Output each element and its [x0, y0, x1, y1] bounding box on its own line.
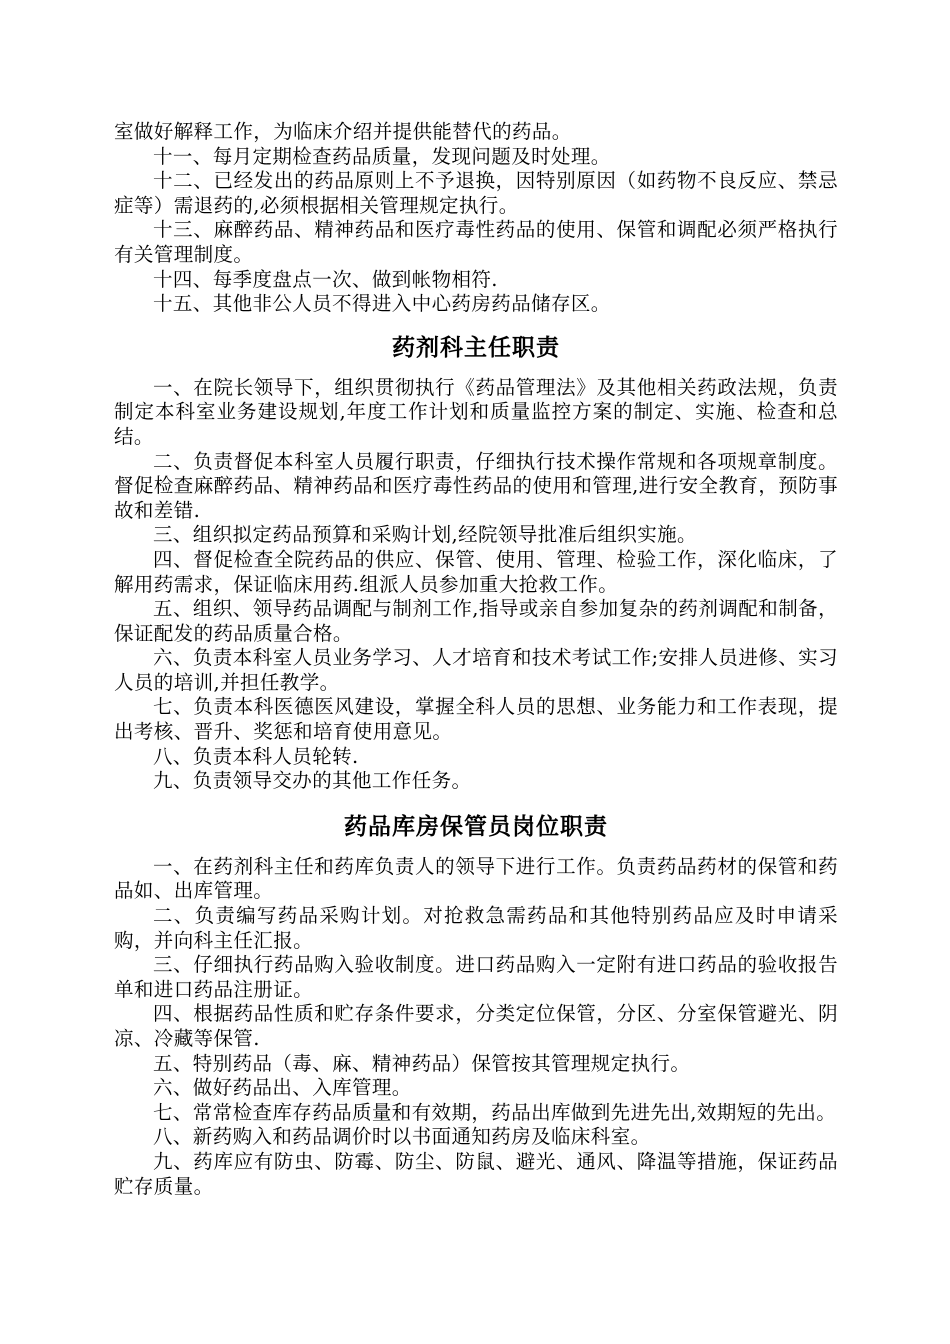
section-title-director: 药剂科主任职责 [392, 334, 560, 361]
paragraph: 二、负责督促本科室人员履行职责，仔细执行技术操作常规和各项规章制度。督促检查麻醉药品、精神药品和医疗毒性药品的使用和管理,进行安全教育，预防事故和差错. [114, 449, 838, 522]
paragraph: 五、组织、领导药品调配与制剂工作,指导或亲自参加复杂的药剂调配和制备，保证配发的药品质量合格。 [114, 597, 838, 645]
paragraph: 九、负责领导交办的其他工作任务。 [153, 769, 472, 793]
paragraph: 室做好解释工作，为临床介绍并提供能替代的药品。 [114, 120, 572, 143]
paragraph: 八、负责本科人员轮转. [153, 744, 359, 768]
paragraph: 十三、麻醉药品、精神药品和医疗毒性药品的使用、保管和调配必须严格执行有关管理制度。 [114, 218, 838, 266]
paragraph: 三、组织拟定药品预算和采购计划,经院领导批准后组织实施。 [153, 523, 697, 547]
paragraph: 八、新药购入和药品调价时以书面通知药房及临床科室。 [153, 1125, 651, 1149]
paragraph: 十四、每季度盘点一次、做到帐物相符. [153, 267, 498, 291]
paragraph: 六、做好药品出、入库管理。 [153, 1076, 412, 1100]
paragraph: 一、在药剂科主任和药库负责人的领导下进行工作。负责药品药材的保管和药品如、出库管理。 [114, 854, 838, 903]
paragraph: 二、负责编写药品采购计划。对抢救急需药品和其他特别药品应及时申请采购，并向科主任汇报。 [114, 904, 838, 952]
paragraph: 九、药库应有防虫、防霉、防尘、防鼠、避光、通风、降温等措施，保证药品贮存质量。 [114, 1149, 838, 1198]
paragraph: 四、督促检查全院药品的供应、保管、使用、管理、检验工作，深化临床，了解用药需求，保证临床用药.组派人员参加重大抢救工作。 [114, 547, 838, 596]
paragraph: 三、仔细执行药品购入验收制度。进口药品购入一定附有进口药品的验收报告单和进口药品注册证。 [114, 953, 838, 1001]
section-keeper [114, 855, 838, 1199]
section-prev [114, 120, 838, 317]
paragraph: 四、根据药品性质和贮存条件要求，分类定位保管，分区、分室保管避光、阴凉、冷藏等保管. [114, 1002, 838, 1050]
paragraph: 七、常常检查库存药品质量和有效期，药品出库做到先进先出,效期短的先出。 [153, 1100, 837, 1124]
paragraph: 六、负责本科室人员业务学习、人才培育和技术考试工作;安排人员进修、实习人员的培训,并担任教学。 [114, 646, 838, 694]
paragraph: 五、特别药品（毒、麻、精神药品）保管按其管理规定执行。 [153, 1051, 691, 1075]
paragraph: 十五、其他非公人员不得进入中心药房药品储存区。 [153, 292, 611, 316]
paragraph: 七、负责本科医德医风建设，掌握全科人员的思想、业务能力和工作表现，提出考核、晋升、奖惩和培育使用意见。 [114, 695, 838, 744]
section-director [114, 376, 838, 794]
paragraph: 十二、已经发出的药品原则上不予退换，因特别原因（如药物不良反应、禁忌症等）需退药的,必须根据相关管理规定执行。 [114, 169, 838, 217]
paragraph: 十一、每月定期检查药品质量，发现问题及时处理。 [153, 144, 611, 168]
section-title-keeper: 药品库房保管员岗位职责 [344, 813, 608, 840]
paragraph: 一、在院长领导下，组织贯彻执行《药品管理法》及其他相关药政法规，负责制定本科室业务建设规划,年度工作计划和质量监控方案的制定、实施、检查和总结。 [114, 375, 838, 448]
